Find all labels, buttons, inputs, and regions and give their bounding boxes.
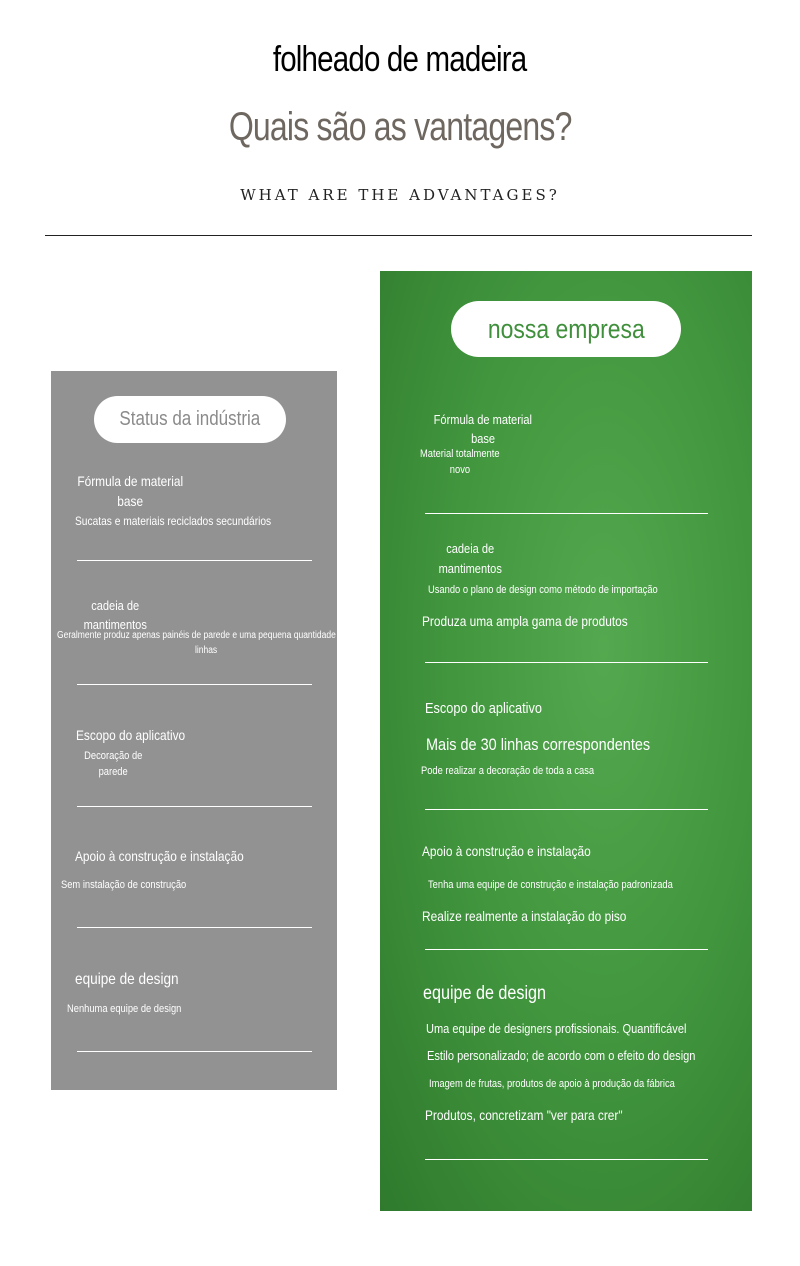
industry-text-supply: Geralmente produz apenas painéis de parede e uma pequena quantidade de: [57, 630, 348, 641]
company-text-design-4: Produtos, concretizam "ver para crer": [425, 1107, 623, 1123]
company-heading-install: Apoio à construção e instalação: [422, 843, 591, 859]
company-text-scope: Pode realizar a decoração de toda a casa: [421, 765, 595, 777]
company-text-design-2: Estilo personalizado; de acordo com o efeito do design: [427, 1048, 696, 1063]
company-highlight-scope: Mais de 30 linhas correspondentes: [426, 735, 651, 754]
header-divider: [45, 235, 752, 236]
company-heading-supply: cadeia de: [446, 541, 494, 556]
company-heading-material-2: base: [471, 431, 495, 446]
company-text-install: Tenha uma equipe de construção e instalação padronizada: [428, 879, 673, 891]
industry-divider: [77, 684, 312, 685]
industry-text-material: Sucatas e materiais reciclados secundários: [75, 514, 272, 528]
company-text-design-1: Uma equipe de designers profissionais. Quantificável: [426, 1021, 687, 1036]
industry-heading-material: Fórmula de material: [77, 473, 183, 489]
industry-divider: [77, 560, 312, 561]
company-text-design-3: Imagem de frutas, produtos de apoio à produção da fábrica: [429, 1078, 675, 1090]
company-text-material: Material totalmente: [420, 448, 500, 460]
industry-heading-scope: Escopo do aplicativo: [76, 727, 186, 743]
our-company-panel: [380, 271, 752, 1211]
page-title: folheado de madeira: [273, 38, 527, 79]
industry-heading-supply: cadeia de: [91, 598, 139, 613]
industry-divider: [77, 927, 312, 928]
company-divider: [425, 513, 708, 514]
page-subtitle: Quais são as vantagens?: [228, 105, 572, 149]
industry-divider: [77, 1051, 312, 1052]
company-divider: [425, 1159, 708, 1160]
company-heading-supply-2: mantimentos: [438, 561, 502, 576]
industry-status-panel: [51, 371, 348, 1090]
company-text-supply: Usando o plano de design como método de importação: [428, 584, 658, 596]
company-heading-design: equipe de design: [423, 983, 547, 1004]
industry-heading-material-2: base: [117, 493, 143, 509]
company-heading-scope: Escopo do aplicativo: [425, 700, 542, 717]
company-text-install-2: Realize realmente a instalação do piso: [422, 908, 627, 924]
industry-heading-supply-2: mantimentos: [83, 617, 147, 632]
company-heading-material: Fórmula de material: [433, 412, 533, 427]
our-company-pill: nossa empresa: [451, 301, 681, 357]
industry-heading-design: equipe de design: [75, 971, 179, 988]
company-text-supply-2: Produza uma ampla gama de produtos: [422, 613, 628, 629]
industry-text-scope-2: parede: [98, 766, 128, 778]
industry-text-design: Nenhuma equipe de design: [67, 1003, 182, 1015]
industry-text-install: Sem instalação de construção: [61, 879, 187, 891]
company-text-material-2: novo: [449, 464, 471, 476]
industry-heading-install: Apoio à construção e instalação: [75, 848, 244, 864]
industry-divider: [77, 806, 312, 807]
industry-text-supply-2: linhas: [194, 645, 218, 656]
industry-status-pill: Status da indústria: [94, 396, 286, 443]
english-subtitle: WHAT ARE THE ADVANTAGES?: [240, 186, 560, 204]
company-divider: [425, 662, 708, 663]
company-divider: [425, 949, 708, 950]
company-divider: [425, 809, 708, 810]
industry-text-scope: Decoração de: [83, 750, 143, 762]
